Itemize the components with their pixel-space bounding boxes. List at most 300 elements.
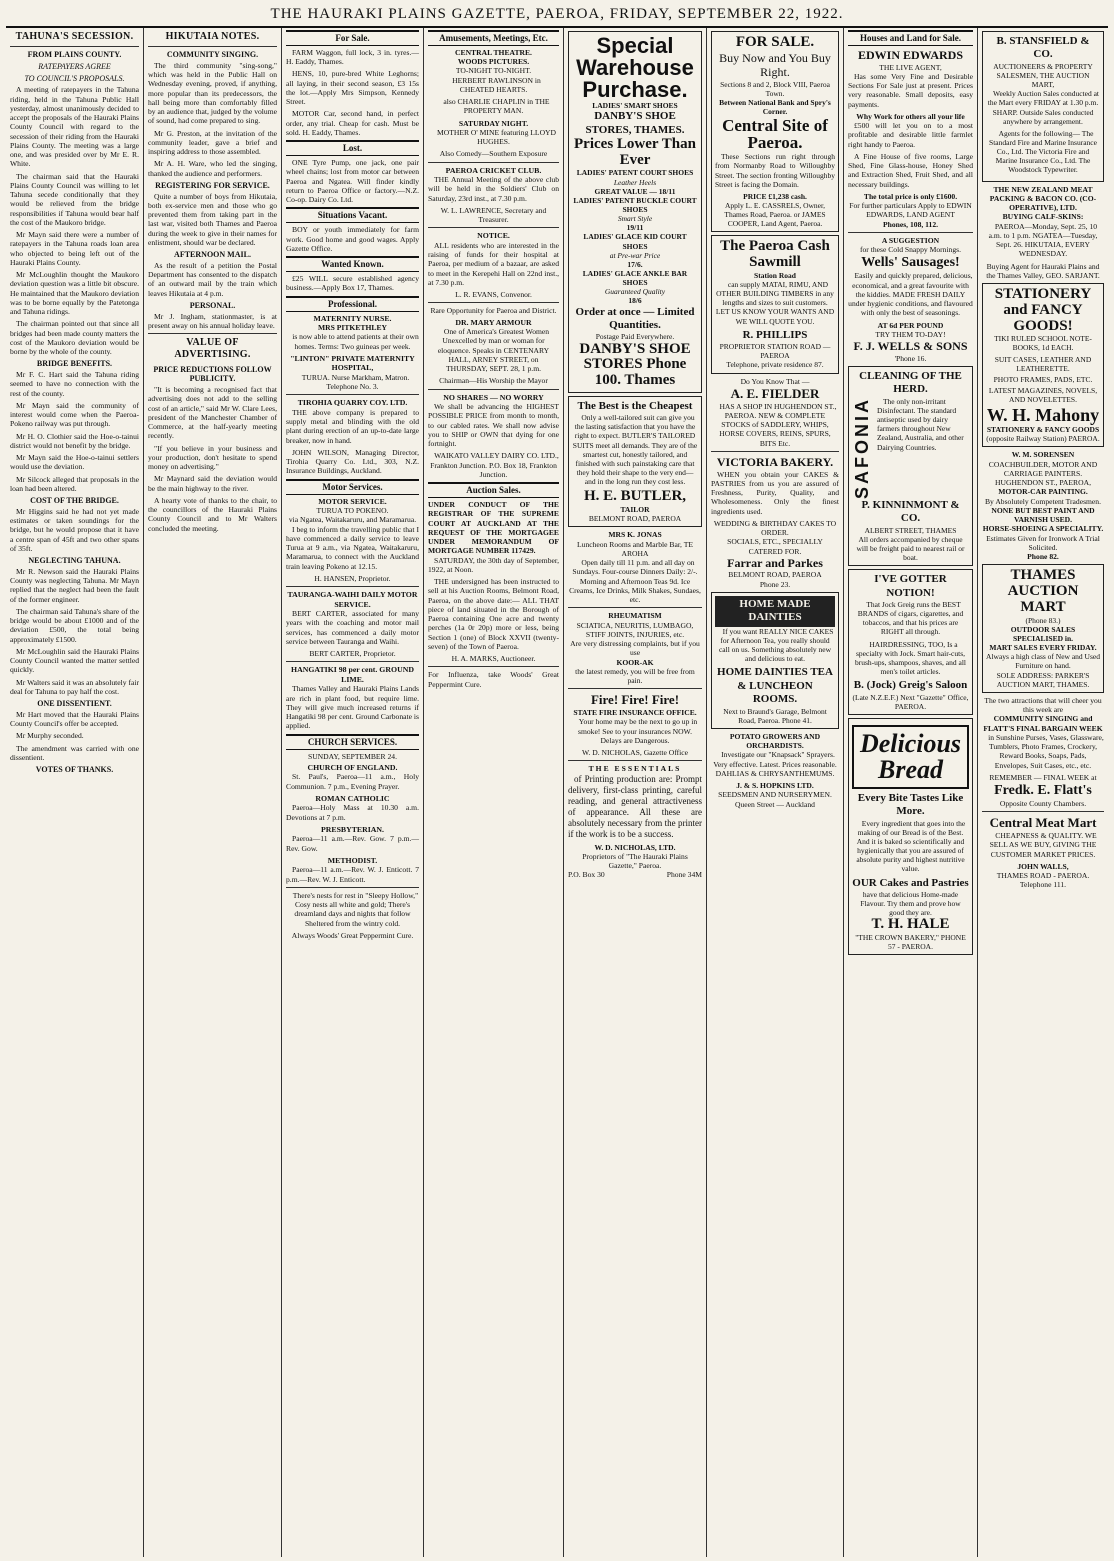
church-name: ROMAN CATHOLIC — [315, 793, 390, 803]
ad-text: TRY THEM TO-DAY! — [875, 329, 946, 339]
auction-heading: UNDER CONDUCT OF THE REGISTRAR OF THE SUPREME COURT AT AUCKLAND AT THE REQUEST OF THE MORTGAGEE UNDER MEMORANDUM OF MORTGAGE NUMBER 117429. — [428, 500, 559, 556]
ad-headline: Wells' Sausages! — [861, 255, 960, 271]
saturday: SATURDAY NIGHT. — [458, 118, 529, 128]
list-item: LATEST MAGAZINES, NOVELS, AND NOVELETTES. — [988, 385, 1098, 405]
ad-heading: HANGATIKI 98 per cent. GROUND LIME. — [291, 665, 414, 684]
tailor-role: TAILOR — [620, 505, 650, 515]
ad-text: BERT CARTER, associated for many years with the coaching and motor mail services, has commenced a daily motor service between Tauranga and Waihi. — [286, 609, 419, 646]
shoe-detail: at Pre-war Price — [609, 250, 661, 260]
divider — [286, 586, 419, 587]
ad-text: Why Work for others all your life — [856, 111, 965, 121]
ad-headline: Special Warehouse Purchase. — [576, 33, 694, 102]
list-item: PHOTO FRAMES, PADS, ETC. — [993, 374, 1093, 384]
shoe-item: LADIES' GLACE ANKLE BAR SHOES — [582, 269, 688, 288]
ad-text: TURUA TO POKENO. — [316, 506, 389, 516]
phone: 'Phone 16. — [894, 353, 927, 363]
paragraph: Mr G. Preston, at the invitation of the community leader, gave a brief and inspiring address to those assembled. — [148, 128, 277, 157]
ad-headline: THE ESSENTIALS — [588, 764, 682, 774]
ad-headline: A SUGGESTION — [881, 235, 940, 245]
ad-text: Estimates Given for Ironwork A Trial Solicited. — [986, 533, 1100, 552]
shoe-price: 19/11 — [626, 223, 644, 233]
ad-text: TURUA. Nurse Markham, Matron. Telephone No. 3. — [301, 372, 410, 392]
ad-text: STATIONERY & FANCY GOODS — [986, 425, 1100, 435]
ad-subheadline: Buy Now and You Buy Right. — [719, 50, 831, 80]
ad-text: If you want REALLY NICE CAKES for Afternoon Tea, you really should call on us. Something absolutely new and delicious to eat. — [718, 626, 834, 664]
column-8 — [978, 28, 1108, 1557]
ad-text: PROPRIETOR STATION ROAD — PAEROA — [719, 342, 831, 361]
ad-text: (opposite Railway Station) PAEROA. — [986, 434, 1100, 444]
ad-text: BELMONT ROAD, PAEROA — [728, 570, 822, 580]
shoe-price: GREAT VALUE — 18/11 — [594, 186, 676, 196]
greig-ad — [848, 569, 973, 715]
ad-text: All orders accompanied by cheque will be freight paid to nearest rail or boat. — [856, 534, 965, 563]
ad-text: Your home may be the next to go up in smoke! See to your insurances NOW. Delays are Dangerous. — [577, 717, 698, 745]
ad-sign: BERT CARTER, Proprietor. — [309, 649, 396, 659]
church-text: Paeroa—11 a.m.—Rev. W. J. Enticott. 7 p.m.—Rev. W. J. Enticott. — [286, 865, 419, 884]
stationery-ad — [982, 283, 1104, 447]
classified-ad: FARM Waggon, full lock, 3 in. tyres.—H. Eaddy, Thames. — [286, 47, 419, 67]
ad-text: One of America's Greatest Women Unexcelled by man or woman for eloquence. Speaks in CENTENARY HALL, ARNEY STREET, on THURSDAY, SEPT. 28, 1 p.m. — [437, 327, 550, 374]
film: also CHARLIE CHAPLIN in THE PROPERTY MAN. — [443, 97, 550, 116]
ad-text: for these Cold Snappy Mornings. — [859, 245, 962, 255]
phone: Phone 82. — [1027, 552, 1059, 562]
classified-ad: MOTOR Car, second hand, in perfect order, any trial. Cheap for cash. Must be sold. H. Eaddy, Thames. — [286, 109, 419, 137]
church-text: St. Paul's, Paeroa—11 a.m., Holy Communion. 7 p.m., Evening Prayer. — [286, 772, 419, 791]
divider — [10, 46, 139, 47]
section-title: For Sale. — [286, 30, 419, 46]
ad-heading: MATERNITY NURSE. — [313, 313, 392, 323]
ad-text: AUCTIONEERS & PROPERTY SALESMEN, THE AUCTION MART, — [993, 61, 1093, 90]
divider — [148, 333, 277, 334]
list-item: TIKI RULED SCHOOL NOTE-BOOKS, 1d EACH. — [994, 334, 1092, 353]
paragraph: Mr Mayn said the Hoe-o-tainui settlers would use the deviation. — [10, 453, 139, 472]
ad-name: T. H. HALE — [871, 916, 950, 933]
ad-text: Between National Bank and Spry's Corner. — [719, 98, 831, 117]
section-title: Lost. — [286, 140, 419, 156]
ad-text: Investigate our "Knapsack" Sprayers. Very effective. Latest. Prices reasonable. DAHLIAS & CHRYSANTHEMUMS. — [713, 750, 837, 778]
ad-text: The two attractions that will cheer you this week are — [984, 695, 1102, 715]
ad-sign: W. L. LAWRENCE, Secretary and Treasurer. — [440, 205, 547, 225]
ad-headline: The Paeroa Cash Sawmill — [720, 238, 830, 271]
ad-text: REMEMBER — FINAL WEEK at — [989, 772, 1097, 782]
paragraph: Mr R. Newson said the Hauraki Plains County was neglecting Tahuna. Mr Mayn replied that the neglect had been the fault of the former engineer. — [10, 566, 139, 604]
safonia-body — [852, 397, 969, 499]
paragraph: "It is becoming a recognised fact that advertising does not add to the selling cost of an article," said Mr W. Clare Lees, president of the Manchester Chamber of Commerce, at the half-yearly meeting recently. — [148, 385, 277, 441]
shoe-price: 17/6. — [627, 259, 643, 269]
paragraph: Mr Higgins said he had not yet made estimates or taken soundings for the bridge, but he would propose that it have a centre span of 45ft and two other spans of 35ft. — [10, 506, 139, 553]
bread-ad — [848, 718, 973, 956]
ad-headline: B. STANSFIELD & CO. — [996, 35, 1090, 61]
column-2 — [144, 28, 282, 1557]
ad-text: Only a well-tailored suit can give you the lasting satisfaction that you have the right to expect. BUTLER'S TAILORED SUITS meet all demands. They are of the smartest cut, honestly tailored, and finished with such painstaking care that they hold their shape to the very end—and in the long run they cost less. — [572, 413, 698, 487]
po-box: P.O. Box 30 — [568, 870, 605, 880]
shoe-item: LADIES' PATENT COURT SHOES — [576, 168, 694, 178]
shoe-detail: Leather Heels — [613, 177, 657, 187]
ad-text: The only non-irritant Disinfectant. The standard antiseptic used by dairy farmers throughout New Zealand, Australia, and other Dairying Countries. — [876, 396, 964, 452]
section-title: Wanted Known. — [286, 256, 419, 272]
ad-name: W. H. Mahony — [986, 405, 1100, 426]
price: AT 6d PER POUND — [877, 320, 944, 330]
ad-text: is now able to attend patients at their own homes. Terms: Two guineas per week. — [292, 332, 419, 351]
ad-name: F. J. WELLS & SONS — [853, 339, 968, 354]
paragraph: Mr F. C. Hart said the Tahuna riding seemed to have no connection with the rest of the county. — [10, 370, 139, 398]
tailor-address: BELMONT ROAD, PAEROA — [588, 514, 682, 524]
logo-text: Delicious Bread — [859, 728, 962, 784]
ad-text: I beg to inform the travelling public that I have commenced a daily service to leave Turua at 9 a.m., via Ngatea, Waitakaruru, Maramarua, to connect with the Auckland train leaving Pokeno at 12.15. — [286, 524, 419, 571]
subheading: COST OF THE BRIDGE. — [30, 496, 119, 506]
ad-heading: NOTICE. — [477, 231, 510, 241]
column-5 — [564, 28, 707, 1557]
ad-text: (Late N.Z.E.F.) Next "Gazette" Office, PAEROA. — [852, 692, 969, 711]
ad-headline: Every Bite Tastes Like More. — [857, 791, 964, 818]
ad-text: ALBERT STREET, THAMES — [864, 525, 957, 535]
paragraph: The amendment was carried with one dissentient. — [10, 743, 139, 762]
ad-text: HAIRDRESSING, TOO, Is a specialty with Jock. Smart hair-cuts, brush-ups, shampoos, shaves, and all men's toilet articles. — [854, 639, 967, 677]
subheading: BRIDGE BENEFITS. — [36, 359, 113, 369]
pictures-name: WOODS PICTURES. — [457, 57, 530, 67]
paragraph: The chairman said Tahuna's share of the bridge would be about £1000 and of the deviation £500, the total being approximately £1500. — [10, 606, 139, 644]
butler-ad — [568, 396, 702, 528]
classified-ad: £25 WILL secure established agency business.—Apply Box 17, Thames. — [286, 274, 419, 293]
divider — [428, 389, 559, 390]
ad-name: HOME DAINTIES TEA & LUNCHEON ROOMS. — [717, 666, 833, 706]
ad-text: Rare Opportunity for Paeroa and District. — [430, 306, 557, 316]
list-item: SUIT CASES, LEATHER AND LEATHERETTE. — [994, 354, 1092, 373]
ad-headline: Central Meat Mart — [989, 815, 1097, 831]
safonia-ad — [848, 366, 973, 566]
divider — [428, 227, 559, 228]
ad-headline: The Best is the Cheapest — [577, 399, 693, 412]
stansfield-ad — [982, 31, 1104, 182]
ad-heading: MOTOR SERVICE. — [318, 496, 387, 506]
subheading: COMMUNITY SINGING. — [166, 50, 259, 60]
comedy: Also Comedy—Southern Exposure — [439, 149, 548, 159]
ad-text: OUTDOOR SALES SPECIALISED in. — [1010, 624, 1076, 643]
divider — [568, 688, 702, 689]
shoe-price: 18/6 — [628, 296, 642, 306]
ad-text: SOCIALS, ETC., SPECIALLY CATERED FOR. — [727, 537, 823, 556]
for-sale-ad — [711, 31, 839, 232]
ad-sign: H. A. MARKS, Auctioneer. — [451, 654, 536, 664]
subheading: REGISTERING FOR SERVICE. — [155, 180, 270, 190]
ad-subheading: BUYING CALF-SKINS: — [1002, 212, 1084, 222]
ad-name: W. D. NICHOLAS, LTD. — [594, 842, 676, 852]
ad-text: Telephone 111. — [1019, 880, 1067, 890]
section-title: CHURCH SERVICES. — [286, 734, 419, 750]
ad-headline: STATIONERY and FANCY GOODS! — [994, 286, 1092, 334]
paragraph: Mr McLoughlin said the Hauraki Plains County Council wanted the matter settled quickly. — [10, 646, 139, 675]
subheading: RATEPAYERS AGREE — [38, 61, 111, 71]
ad-text: have that delicious Home-made Flavour. Try them and prove how good they are. — [860, 889, 961, 918]
shoe-item: LADIES' GLACE KID COURT SHOES — [583, 232, 687, 251]
subheading: PRICE REDUCTIONS FOLLOW PUBLICITY. — [153, 364, 272, 384]
theatre-name: CENTRAL THEATRE. — [455, 47, 532, 57]
divider — [286, 661, 419, 662]
dainties-ad — [711, 592, 839, 729]
ad-text: SOLE ADDRESS: PARKER'S AUCTION MART, THAMES. — [996, 670, 1090, 689]
ad-name: Farrar and Parkes — [727, 555, 823, 570]
ad-headline: POTATO GROWERS AND ORCHARDISTS. — [729, 731, 821, 751]
divider — [428, 302, 559, 303]
paragraph: The chairman pointed out that since all bridges had been made county matters the cost of the Maukoro deviation would be borne by the whole of the county. — [10, 319, 139, 357]
ad-text: By Absolutely Competent Tradesmen. — [984, 496, 1101, 506]
ad-text: MOTOR-CAR PAINTING. — [998, 487, 1088, 497]
section-title: Amusements, Meetings, Etc. — [428, 30, 559, 46]
ad-text: WEDDING & BIRTHDAY CAKES TO ORDER. — [713, 518, 837, 538]
ad-headline: COMMUNITY SINGING and FLATT'S FINAL BARGAIN WEEK — [983, 714, 1103, 733]
ad-text: Do You Know That — — [740, 376, 810, 386]
shoe-detail: Smart Style — [617, 214, 653, 224]
ad-name: B. (Jock) Greig's Saloon — [853, 679, 968, 692]
ad-text: MART SALES EVERY FRIDAY. — [989, 643, 1097, 653]
ad-text: Next to Braund's Garage, Belmont Road, Paeroa. Phone 41. — [723, 706, 827, 725]
paragraph: A hearty vote of thanks to the chair, to the councillors of the Hauraki Plains County Council and to Mr Walters concluded the meeting. — [148, 495, 277, 533]
paragraph: Mr Walters said it was an absolutely fair deal for Tahuna to pay half the cost. — [10, 677, 139, 696]
paragraph: "If you believe in your business and your production, don't hesitate to spend money on advertising." — [148, 443, 277, 472]
ad-name: W. M. SORENSEN — [1011, 450, 1075, 460]
poem: There's nests for rest in "Sleepy Hollow," Cosy nests all white and gold; There's dreamland days and nights that follow Sheltered from the wintry cold. — [292, 890, 419, 928]
ad-text: Easily and quickly prepared, delicious, economical, and a great favourite with the kiddies. MADE FRESH DAILY under hygienic conditions, and flavoured with only the best of seasonings. — [848, 271, 973, 318]
ad-heading: "LINTON" PRIVATE MATERNITY HOSPITAL, — [290, 353, 415, 373]
ad-text: ALL residents who are interested in the raising of funds for their hospital at Paeroa, per medium of a bazaar, are asked to meet in the Kerepehi Hall on 22nd inst., at 7.30 p.m. — [428, 240, 559, 287]
ad-text: £500 will let you on to a most profitable and desirable little farmlet right handy to Paeroa. — [848, 121, 973, 149]
paragraph: Mr Maynard said the deviation would be the main highway to the river. — [148, 474, 277, 493]
ad-headline: FOR SALE. — [735, 34, 815, 50]
bread-logo — [852, 725, 969, 789]
ad-sign: L. R. EVANS, Convenor. — [455, 290, 532, 300]
divider — [711, 451, 839, 452]
ad-text: NONE BUT BEST PAINT AND VARNISH USED. — [991, 505, 1095, 525]
divider — [286, 887, 419, 888]
classified-ad: BOY or youth immediately for farm work. Good home and good wages. Apply Gazette Office. — [286, 225, 419, 253]
article-heading: HIKUTAIA NOTES. — [165, 31, 260, 42]
product-name: SAFONIA — [852, 396, 872, 499]
ad-text: via Ngatea, Waitakaruru, and Maramarua. — [288, 515, 417, 525]
subheading: NEGLECTING TAHUNA. — [28, 556, 121, 566]
subheading: AFTERNOON MAIL. — [174, 250, 251, 260]
shoe-detail: Guaranteed Quality — [604, 287, 666, 297]
divider — [848, 232, 973, 233]
column-7 — [844, 28, 978, 1557]
divider — [428, 666, 559, 667]
subheading: PERSONAL. — [189, 300, 236, 310]
ad-sign: H. HANSEN, Proprietor. — [314, 573, 391, 583]
postage: Postage Paid Everywhere. — [595, 332, 675, 342]
ad-heading: NO SHARES — NO WORRY — [443, 392, 544, 402]
ad-text: We shall be advancing the HIGHEST POSSIBLE PRICE from month to month, to our cabled rates. We shall now advise you to SHIP or OWN that dying for one fortnight. — [428, 402, 559, 449]
mart-ad — [982, 564, 1104, 692]
danby-ad — [568, 31, 702, 393]
ad-text: in Sunshine Purses, Vases, Glassware, Tumblers, Photo Frames, Crockery, Reward Books, Soaps, Pads, Envelopes, Suit Cases, etc., etc. — [988, 732, 1104, 770]
ad-text: For further particulars Apply to EDWIN EDWARDS, LAND AGENT — [849, 201, 972, 220]
column-6 — [707, 28, 844, 1557]
ad-headline: THAMES AUCTION MART — [1007, 567, 1079, 615]
ad-headline: RHEUMATISM — [608, 611, 662, 621]
agent-name: EDWIN EDWARDS — [857, 47, 964, 62]
price: The total price is only £1600. — [863, 191, 958, 201]
ad-text: That Jock Greig runs the BEST BRANDS of cigars, cigarettes, and tobaccos, and that his prices are RIGHT all through. — [857, 600, 964, 637]
paragraph: Mr H. O. Clothier said the Hoe-o-tainui district would not benefit by the bridge. — [10, 431, 139, 450]
ad-text: THE Annual Meeting of the above club will be held in the Soldiers' Club on Saturday, 23rd inst., at 7.30 p.m. — [428, 175, 559, 203]
ad-text: SEEDSMEN AND NURSERYMEN. — [718, 790, 832, 800]
ad-name: Fredk. E. Flatt's — [994, 783, 1092, 799]
ad-text: the latest remedy, you will be free from pain. — [575, 666, 695, 686]
ad-text: Open daily till 11 p.m. and all day on Sundays. Four-course Dinners Daily: 2/-. Morning and Afternoon Teas 9d. Ice Creams, Ice Drinks, Milk Shakes, Sundaes, etc. — [569, 558, 701, 605]
church-name: CHURCH OF ENGLAND. — [307, 762, 398, 772]
paragraph: Mr J. Ingham, stationmaster, is at present away on his annual holiday leave. — [148, 311, 277, 330]
ad-text: Proprietors of "The Hauraki Plains Gazette," Paeroa. — [582, 851, 688, 870]
ad-text: A Fine House of five rooms, Large Shed, Fine Glass-house, Honey Shed and Extraction Shed, Fruit Shed, and all necessary buildings. — [848, 151, 973, 189]
proprietor: R. PHILLIPS — [742, 328, 808, 341]
ad-text: HORSE-SHOEING A SPECIALITY. — [982, 524, 1104, 534]
ad-name: MRS PITKETHLEY — [318, 323, 387, 333]
ad-headline: A. E. FIELDER — [730, 385, 820, 401]
ad-text: Has some Very Fine and Desirable Sections For Sale just at present. Prices very reasonable. Small deposits, easy payments. — [848, 71, 973, 109]
ad-text: "THE CROWN BAKERY," PHONE 57 - PAEROA. — [855, 933, 966, 952]
ad-text: THE undersigned has been instructed to sell at his Auction Rooms, Belmont Road, Paeroa, on the above date:— ALL THAT piece of land situated in the Borough of Paeroa containing One acre and twenty perches (1a 0r 20p) more or less, being Section 1 (one) of Block XXVII (twenty-seven) of the Town of Paeroa. — [428, 577, 559, 651]
column-4 — [424, 28, 564, 1557]
ad-text: WHEN you obtain your CAKES & PASTRIES from us you are assured of Freshness, Purity, Quality, and Wholesomeness. Only the finest ingredients used. — [711, 469, 839, 516]
ad-text: of Printing production are: Prompt delivery, first-class printing, careful reading, and general attractiveness of appearance. All these are absolutely necessary from the printer if the work is to be a success. — [568, 773, 702, 839]
paragraph: The chairman said that the Hauraki Plains County Council was willing to let Tahuna secede conditionally that they would be relieved from the bridge responsibilities if Tahuna would bear half the cost of the Maukoro bridge. — [10, 171, 139, 227]
ad-text: Buying Agent for Hauraki Plains and the Thames Valley, GEO. SARJANT. — [986, 261, 1100, 280]
ad-headline: OUR Cakes and Pastries — [852, 876, 969, 889]
paragraph: Mr Silcock alleged that proposals in the loan had been altered. — [10, 474, 139, 493]
ad-text: HAS A SHOP IN HUGHENDON ST., PAEROA. NEW & COMPLETE STOCKS of SADDLERY, WHIPS, HORSE COVERS, REINS, SPURS, BITS Etc. — [719, 401, 837, 448]
subheading: VOTES OF THANKS. — [35, 765, 114, 775]
tailor-name: H. E. BUTLER, — [583, 488, 687, 505]
agent-sub: THE LIVE AGENT, — [879, 62, 942, 72]
paragraph: The third community "sing-song," which was held in the Public Hall on Wednesday evening, proved, if anything, more popular than its predecessors, the hall being more than comfortably filled by an audience that, judged by the volume of sound, had come prepared to sing. — [148, 60, 277, 126]
film: HERBERT RAWLINSON in CHEATED HEARTS. — [452, 75, 541, 94]
subheading: ONE DISSENTIENT. — [37, 699, 112, 709]
divider — [286, 394, 419, 395]
paragraph: Quite a number of boys from Hikutaia, both ex-service men and those who go prevented them from taking part in the last war, visited both Thames and Paeroa during the week to give in their names for enlistment, should war be declared. — [148, 191, 277, 247]
ad-text: CHEAPNESS & QUALITY. WE SELL AS WE BUY, GIVING THE CUSTOMER MARKET PRICES. — [989, 831, 1097, 859]
contact-row — [568, 870, 702, 879]
phone: (Phone 83.) — [1025, 615, 1061, 625]
masthead: THE HAURAKI PLAINS GAZETTE, PAEROA, FRIDAY, SEPTEMBER 22, 1922. — [6, 4, 1108, 28]
church-name: METHODIST. — [327, 855, 378, 865]
ad-text: Agents for the following— The Standard Fire and Marine Insurance Co., Ltd. The Victoria Fire and Marine Insurance Co., Ltd. The Woodstock Typewriter. — [989, 128, 1097, 175]
price: PRICE £1,238 cash. — [743, 191, 807, 201]
ad-text: Apply L. E. CASSRELS, Owner, Thames Road, Paeroa. or JAMES COOPER, Land Agent, Paeroa. — [724, 200, 826, 229]
ad-text: Always a high class of New and Used Furniture on hand. — [986, 652, 1100, 671]
ad-text: SCIATICA, NEURITIS, LUMBAGO, STIFF JOINTS, INJURIES, etc. — [576, 620, 694, 639]
ad-heading: TIROHIA QUARRY COY. LTD. — [297, 398, 408, 408]
ad-sign: W. D. NICHOLAS, Gazette Office — [581, 748, 689, 758]
section-title: Auction Sales. — [428, 482, 559, 498]
ad-heading: PAEROA CRICKET CLUB. — [445, 165, 542, 175]
speaker-name: DR. MARY ARMOUR — [455, 317, 532, 327]
ad-headline: THE NEW ZEALAND MEAT PACKING & BACON CO. (CO-OPERATIVE), LTD. — [989, 184, 1097, 212]
church-date: SUNDAY, SEPTEMBER 24. — [307, 751, 398, 761]
ad-text: LADIES' SMART SHOES — [592, 101, 678, 110]
film: MOTHER O' MINE featuring LLOYD HUGHES. — [436, 127, 557, 147]
divider — [568, 760, 702, 761]
ad-text: Phone 23. — [759, 579, 791, 589]
ad-text: Sections 8 and 2, Block VIII, Paeroa Town. — [720, 80, 830, 99]
sawmill-ad — [711, 235, 839, 373]
ad-text: Every ingredient that goes into the making of our Bread is of the Best. And it is baked so scientifically and hygienically that you are assured of absolute purity and highest nutritive value. — [856, 818, 966, 874]
divider — [568, 607, 702, 608]
section-title: Situations Vacant. — [286, 207, 419, 223]
article-heading: VALUE OF ADVERTISING. — [174, 337, 251, 361]
church-text: Paeroa—11 a.m.—Rev. Gow. 7 p.m.—Rev. Gow. — [286, 834, 419, 853]
section-title: Professional. — [286, 296, 419, 312]
column-3 — [282, 28, 424, 1557]
ad-headline: VICTORIA BAKERY. — [716, 454, 834, 469]
ad-headline: MRS K. JONAS — [608, 530, 662, 540]
classified-ad: ONE Tyre Pump, one jack, one pair wheel chains; lost from motor car between Paeroa and Ngatea. Will finder kindly return to Paeroa Office or factory.—N.Z. Co-op. Dairy Co. Ltd. — [286, 158, 419, 205]
divider — [428, 162, 559, 163]
shoe-item: LADIES' PATENT BUCKLE COURT SHOES — [573, 195, 697, 215]
ad-headline: I'VE GOTTER NOTION! — [874, 573, 947, 599]
section-title: Motor Services. — [286, 479, 419, 495]
order-line: Order at once — Limited Quantities. — [575, 305, 695, 331]
ad-text: Thames Valley and Hauraki Plains Lands are rich in plant food, but require lime. They will give much increased returns if Hangatiki 98 per cent. Ground Carbonate is applied. — [286, 684, 419, 731]
ad-sign: WAIKATO VALLEY DAIRY CO. LTD., Frankton Junction. P.O. Box 18, Frankton Junction. — [430, 451, 559, 479]
poem-tag: Always Woods' Great Peppermint Cure. — [291, 930, 414, 940]
ad-heading: TAURANGA-WAIHI DAILY MOTOR SERVICE. — [287, 590, 418, 609]
ad-text: Opposite County Chambers. — [999, 799, 1087, 809]
ad-text: JOHN WILSON, Managing Director, Tirohia Quarry Co. Ltd., 303, N.Z. Insurance Buildings, Auckland. — [286, 447, 419, 476]
ad-subheading: STATE FIRE INSURANCE OFFICE. — [573, 708, 697, 718]
ad-text: THAMES ROAD - PAEROA. — [996, 871, 1090, 881]
column-1 — [6, 28, 144, 1557]
ad-text: Chairman—His Worship the Mayor — [439, 376, 548, 386]
paragraph: Mr Hart moved that the Hauraki Plains County Council's offer be accepted. — [10, 709, 139, 729]
ad-subheading: Station Road — [754, 270, 796, 280]
ad-text: COACHBUILDER, MOTOR AND CARRIAGE PAINTERS. HUGHENDON ST., PAEROA, — [988, 459, 1098, 488]
ad-headline: Fire! Fire! Fire! — [590, 692, 680, 708]
subheading: TO COUNCIL'S PROPOSALS. — [24, 73, 125, 83]
paragraph: Mr Mayn said there were a number of ratepayers in the Tahuna roads loan area who objected to being left out of the Hauraki Plains County. — [10, 230, 139, 267]
ad-headline: CLEANING OF THE HERD. — [859, 370, 962, 396]
ad-name: JOHN WALLS, — [1017, 861, 1069, 871]
paragraph: A meeting of ratepayers in the Tahuna riding, held in the Tahuna Public Hall yesterday, almost unanimously decided to accept the proposals of the Hauraki Plains County Council with regard to the secession of their riding from the Hauraki Plains County. The meeting was a large one, and was presided over by Mr E. R. White. — [10, 85, 139, 169]
paragraph: Mr McLoughlin thought the Maukoro deviation question was a little bit obscure. He maintained that the Maukoro deviation was to be borne equally by the Patetonga and Tahuna ridings. — [10, 270, 139, 317]
ad-text: THE above company is prepared to supply metal and blinding with the old plant during erection of an up-to-date large breaker, now in hand. — [286, 407, 419, 445]
ad-name: J. & S. HOPKINS LTD. — [736, 781, 814, 791]
phone: Phone 34M — [666, 870, 702, 880]
ad-text: Are very distressing complaints, but if you use — [570, 639, 700, 658]
ad-text: SATURDAY, the 30th day of September, 1922, at Noon. — [428, 555, 559, 574]
ad-subheadline: Prices Lower Than Ever — [574, 135, 696, 168]
ad-headline: Central Site of Paeroa. — [722, 115, 828, 153]
store-name: DANBY'S SHOE STORES, THAMES. — [585, 110, 685, 136]
paragraph: Mr A. H. Ware, who led the singing, thanked the audience and performers. — [148, 159, 277, 178]
ad-text: Weekly Auction Sales conducted at the Mart every FRIDAY at 1.30 p.m. SHARP. Outside Sales conducted anywhere by arrangement. — [987, 89, 1100, 126]
ad-name: P. KINNINMONT & CO. — [861, 498, 960, 525]
ad-text: Queen Street — Auckland — [735, 799, 815, 809]
classified-ad: HENS, 10, pure-bred White Leghorns; all laying, in their second season, £3 15s the lot.—Apply Mrs Simpson, Kennedy Street. — [286, 69, 419, 107]
stationery-list — [986, 334, 1100, 404]
church-name: PRESBYTERIAN. — [320, 824, 385, 834]
ad-text: can supply MATAI, RIMU, AND OTHER BUILDING TIMBERS in any lengths and sizes to suit customers. LET US KNOW YOUR WANTS AND WE WILL QUOTE YOU. — [715, 280, 835, 326]
article-heading: TAHUNA'S SECESSION. — [15, 31, 134, 42]
ad-headline: HOME MADE DAINTIES — [715, 596, 835, 627]
ad-text: Luncheon Rooms and Marble Bar, TE AROHA — [577, 539, 693, 558]
ad-text: For Influenza, take Woods' Great Peppermint Cure. — [428, 670, 559, 689]
ad-text: These Sections run right through from Normanby Road to Willoughby Street. The section fronting Willoughby Street is facing the Domain. — [715, 152, 835, 189]
paragraph: As the result of a petition the Postal Department has consented to the dispatch of an outward mail by the train which leaves Hikutaia at 4 p.m. — [148, 260, 277, 298]
section-title: Houses and Land for Sale. — [848, 30, 973, 46]
paragraph: Mr Mayn said the community of interest would come when the Paeroa-Pokeno railway was put through. — [10, 400, 139, 429]
ad-text: PAEROA—Monday, Sept. 25, 10 a.m. to 1 p.m. NGATEA—Tuesday, Sept. 26. HIKUTAIA, EVERY WEDNESDAY. — [988, 221, 1098, 259]
store-phone: DANBY'S SHOE STORES Phone 100. Thames — [579, 340, 691, 389]
divider — [148, 46, 277, 47]
